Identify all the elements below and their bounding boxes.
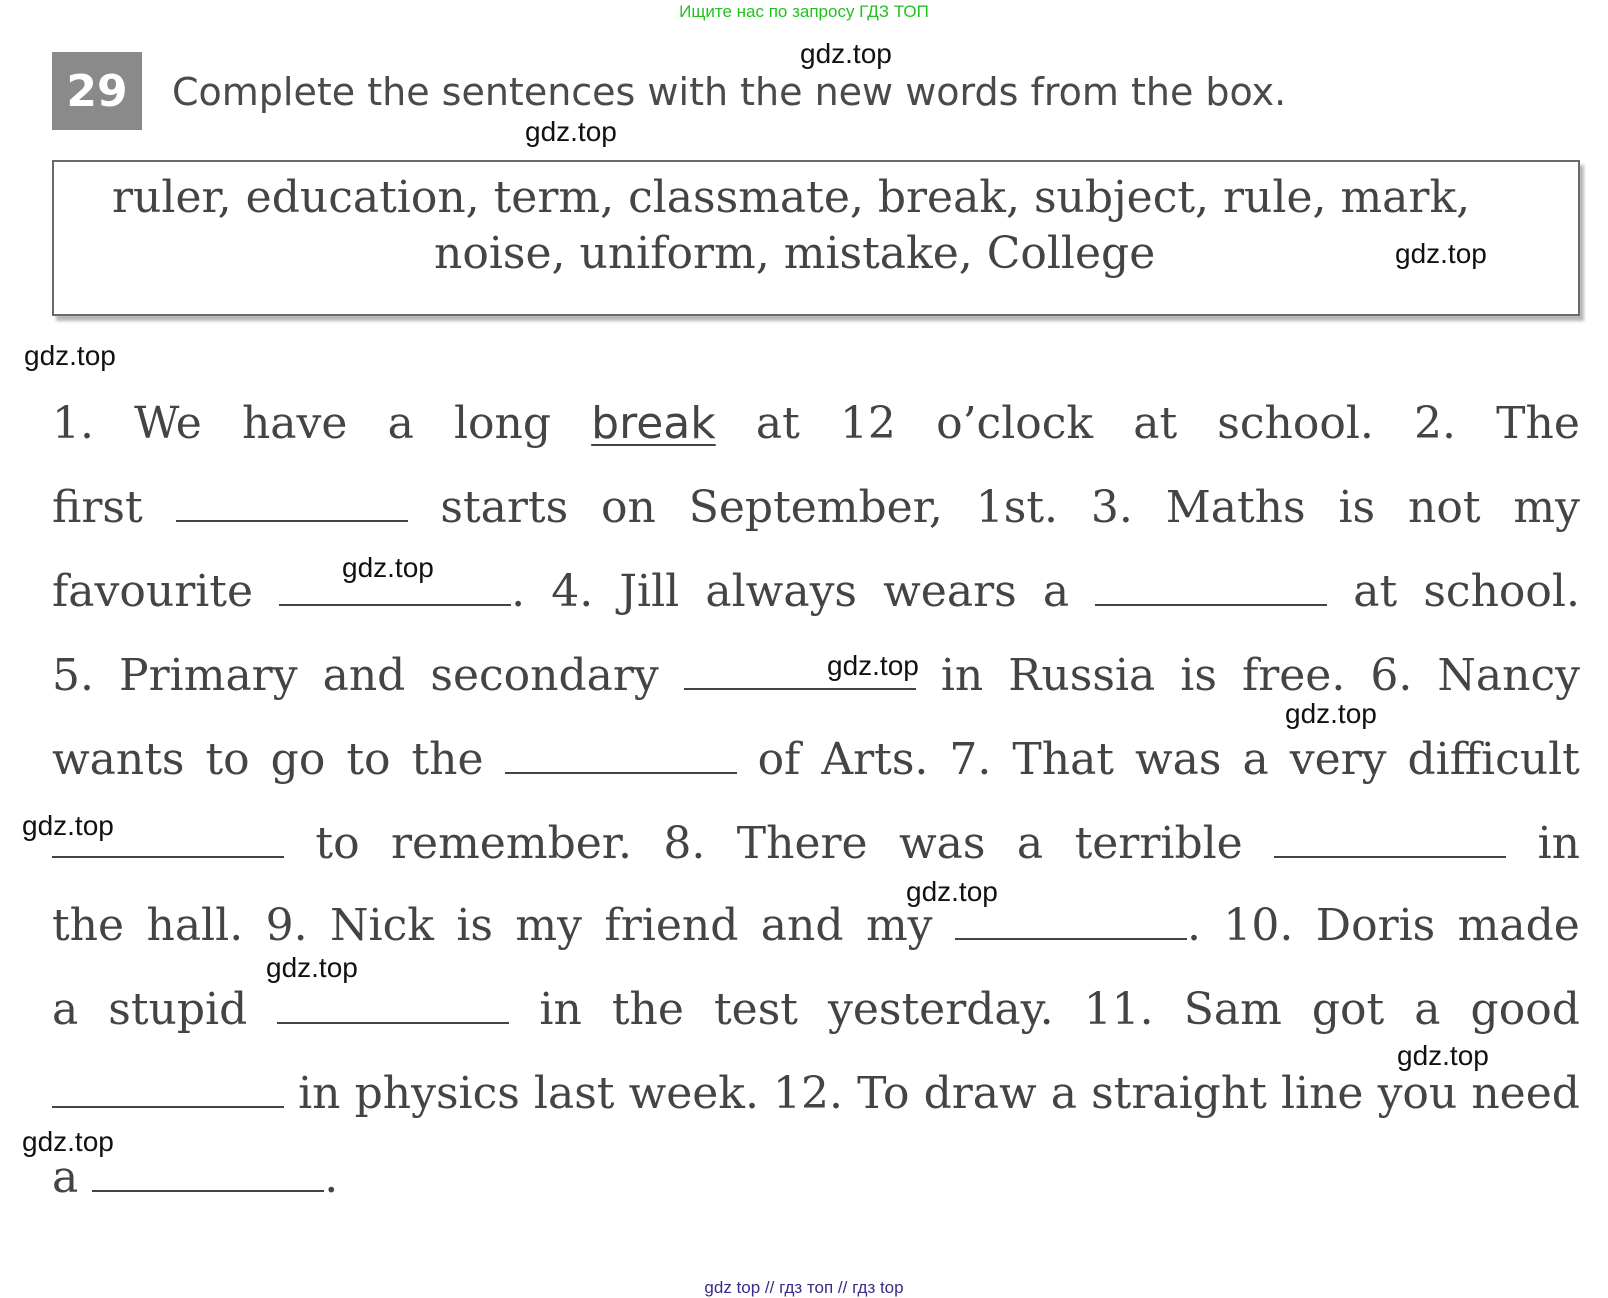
watermark: gdz.top — [22, 810, 114, 841]
word: 7. — [949, 734, 992, 785]
word: my — [515, 900, 582, 951]
answer-blank-7 — [52, 856, 284, 858]
word: Primary — [119, 650, 298, 701]
word: draw — [923, 1068, 1037, 1119]
word: a — [387, 398, 414, 449]
word: good — [1470, 984, 1580, 1035]
word: was — [1135, 734, 1222, 785]
word: a — [52, 984, 79, 1035]
word: a — [1050, 1068, 1077, 1119]
word: and — [760, 900, 844, 951]
word: 9. — [265, 900, 308, 951]
word: 10. — [1223, 900, 1294, 951]
word: Nancy — [1437, 650, 1580, 701]
word: . — [511, 566, 526, 617]
word: 1st. — [975, 482, 1059, 533]
word: first — [52, 482, 143, 533]
answer-blank-9 — [955, 938, 1187, 940]
watermark: gdz.top — [22, 1126, 114, 1157]
word: the — [52, 900, 125, 951]
word: was — [899, 818, 986, 869]
word: friend — [604, 900, 739, 951]
word: school. — [1423, 566, 1580, 617]
word: . — [1186, 900, 1201, 951]
answer-blank-6 — [505, 772, 737, 774]
word: very — [1289, 734, 1387, 785]
word: week. — [628, 1068, 759, 1119]
word: favourite — [52, 566, 254, 617]
word: 12. — [773, 1068, 844, 1119]
answer-blank-2 — [176, 520, 408, 522]
word-box-line-1: ruler, education, term, classmate, break, subject, rule, mark, — [112, 172, 1471, 223]
watermark: gdz.top — [827, 650, 919, 681]
word: on — [601, 482, 656, 533]
word: Jill — [619, 566, 680, 617]
word: test — [713, 984, 798, 1035]
word: long — [453, 398, 552, 449]
watermark: gdz.top — [1285, 698, 1377, 729]
word: Russia — [1008, 650, 1156, 701]
top-banner: Ищите нас по запросу ГДЗ ТОП — [679, 2, 929, 21]
word: 2. — [1414, 398, 1457, 449]
text-line-8 — [52, 984, 1580, 1044]
word: a — [52, 1152, 79, 1203]
word: straight — [1091, 1068, 1267, 1119]
word: terrible — [1074, 818, 1243, 869]
watermark: gdz.top — [342, 552, 434, 583]
word: That — [1012, 734, 1114, 785]
word: got — [1311, 984, 1385, 1035]
word: There — [736, 818, 868, 869]
word: The — [1496, 398, 1580, 449]
word: free. — [1241, 650, 1346, 701]
word: 11. — [1083, 984, 1154, 1035]
word: secondary — [430, 650, 659, 701]
word: 6. — [1370, 650, 1413, 701]
word: a — [1016, 818, 1044, 869]
word: o’clock — [936, 398, 1094, 449]
text-line-5 — [52, 734, 1580, 794]
word: is — [1338, 482, 1376, 533]
text-line-7 — [52, 900, 1580, 960]
watermark: gdz.top — [266, 952, 358, 983]
word: Arts. — [821, 734, 929, 785]
word: September, — [688, 482, 943, 533]
word: 3. — [1090, 482, 1133, 533]
word: physics — [354, 1068, 520, 1119]
word: have — [241, 398, 348, 449]
word: to — [315, 818, 360, 869]
word: to — [205, 734, 250, 785]
word: difficult — [1407, 734, 1580, 785]
word: not — [1407, 482, 1481, 533]
word-box-line-2: noise, uniform, mistake, College — [434, 228, 1156, 279]
word: line — [1280, 1068, 1364, 1119]
word: in — [539, 984, 582, 1035]
word: last — [533, 1068, 615, 1119]
word: go — [270, 734, 326, 785]
answer-blank-8 — [1274, 856, 1506, 858]
watermark: gdz.top — [1395, 238, 1487, 269]
word: wants — [52, 734, 185, 785]
word: always — [705, 566, 858, 617]
word: 8. — [663, 818, 706, 869]
word: hall. — [146, 900, 244, 951]
word: Maths — [1165, 482, 1306, 533]
word: need — [1471, 1068, 1580, 1119]
word: 5. — [52, 650, 94, 701]
text-line-6 — [52, 818, 1580, 878]
answer-blank-11 — [52, 1106, 284, 1108]
watermark: gdz.top — [525, 116, 617, 147]
text-line-2 — [52, 482, 1580, 542]
word: remember. — [391, 818, 632, 869]
word: my — [1513, 482, 1580, 533]
word: Sam — [1183, 984, 1282, 1035]
word: in — [298, 1068, 341, 1119]
word: starts — [440, 482, 569, 533]
word: Nick — [330, 900, 434, 951]
word: at — [1133, 398, 1178, 449]
word: at — [755, 398, 800, 449]
word: made — [1457, 900, 1580, 951]
word: is — [1180, 650, 1217, 701]
word: 1. — [52, 398, 94, 449]
answer-blank-10 — [277, 1022, 509, 1024]
text-line-3 — [52, 566, 1580, 626]
word: a — [1242, 734, 1269, 785]
word: yesterday. — [828, 984, 1054, 1035]
word: to — [346, 734, 391, 785]
answer-blank-4 — [1095, 604, 1327, 606]
word: stupid — [108, 984, 248, 1035]
answer-blank-12 — [92, 1190, 324, 1192]
word: in — [1537, 818, 1580, 869]
word: 12 — [839, 398, 896, 449]
exercise-title: Complete the sentences with the new words from the box. — [172, 70, 1287, 114]
text-line-1 — [52, 398, 1580, 458]
word: . — [324, 1152, 339, 1203]
word: and — [322, 650, 406, 701]
exercise-number: 29 — [52, 52, 142, 130]
text-line-10 — [52, 1152, 1580, 1212]
watermark: gdz.top — [906, 876, 998, 907]
word: the — [411, 734, 484, 785]
word: 4. — [551, 566, 594, 617]
watermark: gdz.top — [24, 340, 116, 371]
text-line-9 — [52, 1068, 1580, 1128]
word: Doris — [1315, 900, 1436, 951]
answer-blank-5 — [684, 688, 916, 690]
word: my — [865, 900, 933, 951]
word: the — [611, 984, 684, 1035]
word: We — [134, 398, 202, 449]
word: is — [456, 900, 493, 951]
filled-answer: break — [591, 398, 716, 449]
watermark: gdz.top — [800, 38, 892, 69]
word: a — [1414, 984, 1441, 1035]
word: wears — [883, 566, 1017, 617]
word: at — [1353, 566, 1398, 617]
word: a — [1042, 566, 1070, 617]
watermark: gdz.top — [1397, 1040, 1489, 1071]
word: school. — [1217, 398, 1374, 449]
word: in — [940, 650, 984, 701]
word: you — [1377, 1068, 1458, 1119]
word: of — [757, 734, 801, 785]
answer-blank-3 — [279, 604, 511, 606]
bottom-footer: gdz top // гдз топ // гдз top — [704, 1278, 904, 1297]
word: To — [857, 1068, 910, 1119]
